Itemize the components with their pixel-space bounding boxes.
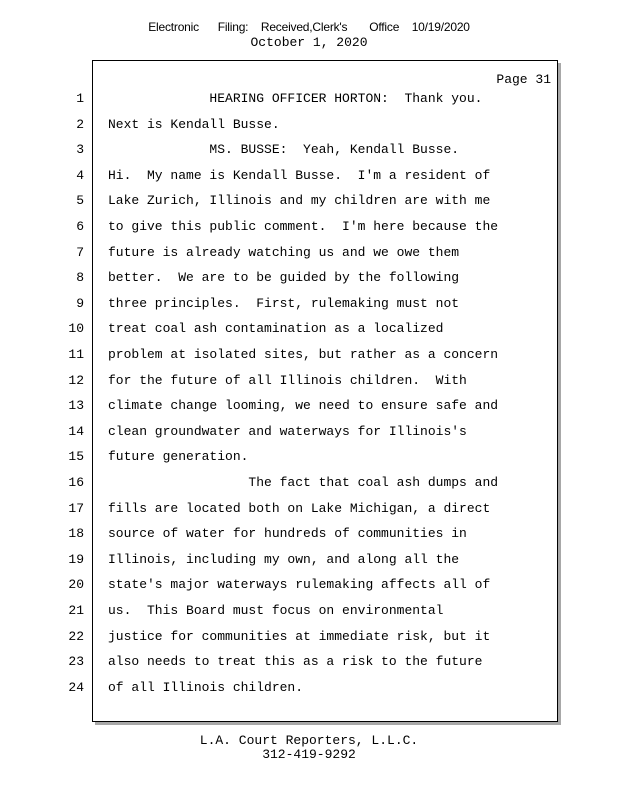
line-number: 5 <box>76 193 84 209</box>
line-text: Illinois, including my own, and along all the <box>108 551 460 567</box>
line-text: justice for communities at immediate risk, but it <box>108 628 491 644</box>
line-number: 14 <box>68 423 84 439</box>
line-number: 1 <box>76 91 84 106</box>
reporter-phone: 312-419-9292 <box>262 747 356 762</box>
hearing-date: October 1, 2020 <box>250 35 368 50</box>
line-text: problem at isolated sites, but rather as a concern <box>108 347 499 362</box>
page-number: Page 31 <box>496 72 551 87</box>
line-number: 13 <box>68 398 84 414</box>
line-number: 6 <box>76 219 84 234</box>
line-text: future generation. <box>108 449 249 465</box>
line-number: 10 <box>68 321 84 337</box>
line-number: 7 <box>76 244 84 260</box>
reporter-company: L.A. Court Reporters, L.L.C. <box>199 733 419 748</box>
line-number: 20 <box>68 577 84 593</box>
line-number: 2 <box>76 116 84 132</box>
line-text: source of water for hundreds of communities in <box>108 526 467 542</box>
line-number: 23 <box>68 654 84 670</box>
line-number: 12 <box>68 372 84 388</box>
line-text: The fact that coal ash dumps and <box>108 475 499 490</box>
line-number: 18 <box>68 526 84 542</box>
line-number: 21 <box>68 603 84 618</box>
line-number: 15 <box>68 449 84 465</box>
line-number: 19 <box>68 551 84 567</box>
line-number: 4 <box>76 167 84 183</box>
line-number: 9 <box>76 295 84 311</box>
line-text: Lake Zurich, Illinois and my children are with me <box>108 193 491 209</box>
line-text: treat coal ash contamination as a localized <box>108 321 444 337</box>
line-text: better. We are to be guided by the following <box>108 270 460 286</box>
line-text: also needs to treat this as a risk to the future <box>108 654 483 670</box>
line-text: three principles. First, rulemaking must not <box>108 295 460 311</box>
line-text: MS. BUSSE: Yeah, Kendall Busse. <box>108 142 460 158</box>
line-text: fills are located both on Lake Michigan, a direct <box>108 500 491 516</box>
line-number: 16 <box>68 475 84 490</box>
line-number: 22 <box>68 628 84 644</box>
filing-stamp: Electronic Filing: Received,Clerk's Office 10/19/2020 <box>148 20 470 34</box>
line-text: climate change looming, we need to ensure safe and <box>108 398 499 414</box>
line-text: to give this public comment. I'm here because the <box>108 219 499 234</box>
line-text: clean groundwater and waterways for Illinois's <box>108 423 467 439</box>
line-text: Hi. My name is Kendall Busse. I'm a resident of <box>108 167 491 183</box>
line-number: 11 <box>68 347 84 362</box>
line-text: Next is Kendall Busse. <box>108 116 280 132</box>
line-number: 3 <box>76 142 84 158</box>
line-text: HEARING OFFICER HORTON: Thank you. <box>108 91 483 106</box>
line-number: 17 <box>68 500 84 516</box>
line-text: of all Illinois children. <box>108 679 304 695</box>
line-text: for the future of all Illinois children. With <box>108 372 467 388</box>
line-text: state's major waterways rulemaking affects all of <box>108 577 491 593</box>
line-number: 8 <box>76 270 84 286</box>
line-text: future is already watching us and we owe them <box>108 244 460 260</box>
line-text: us. This Board must focus on environmental <box>108 603 444 618</box>
line-number: 24 <box>68 679 84 695</box>
